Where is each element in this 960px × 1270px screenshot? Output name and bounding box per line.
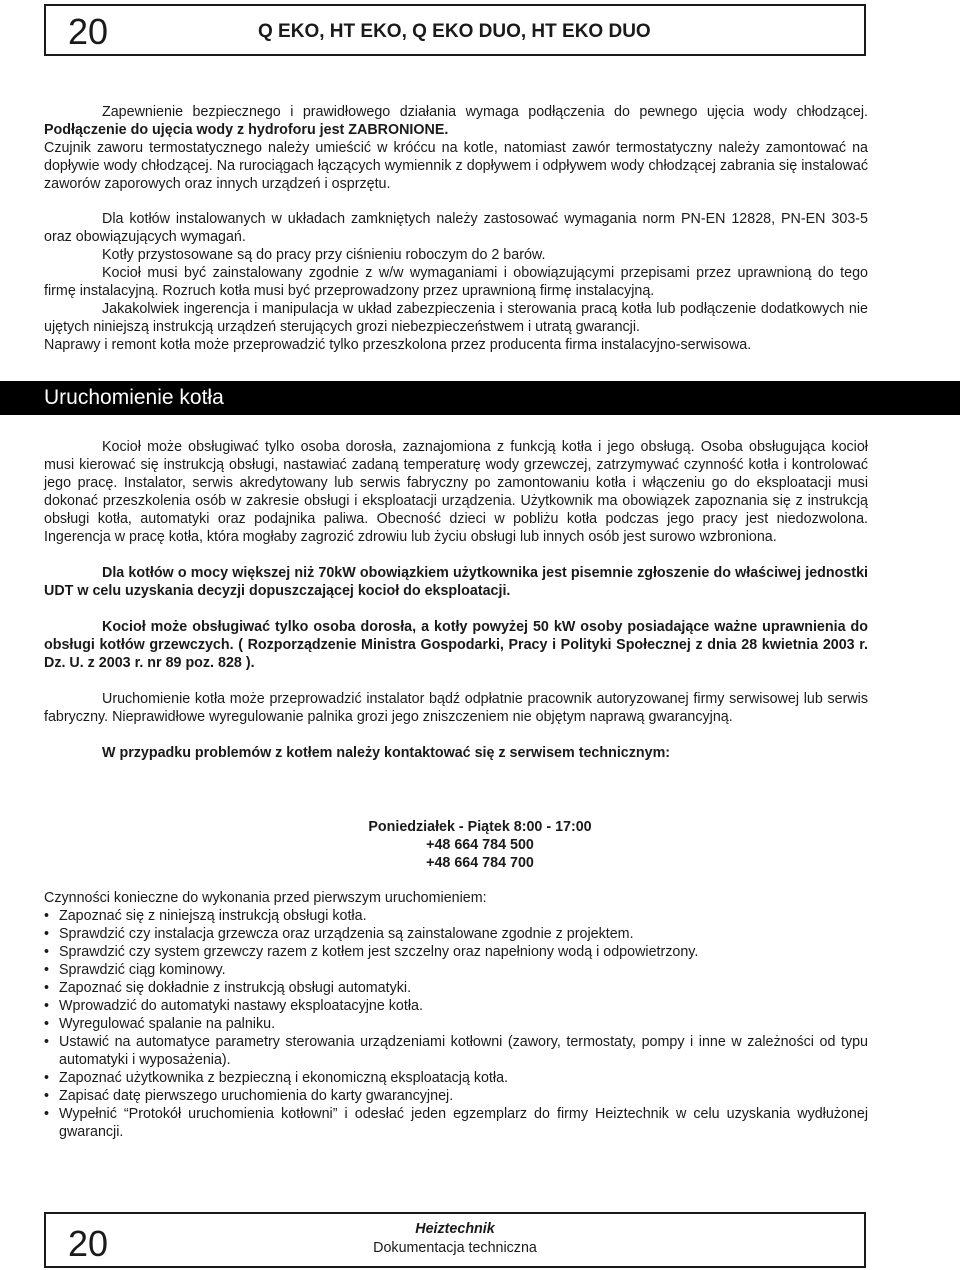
service-phone-2: +48 664 784 700 [426, 855, 534, 871]
checklist-item: • Wypełnić “Protokół uruchomienia kotłowni” i odesłać jeden egzemplarz do firmy Heiztechnik w celu uzyskania wydłużonej gwarancji. [44, 1105, 868, 1141]
qualification-notice: Kocioł może obsługiwać tylko osoba dorosła, a kotły powyżej 50 kW osoby posiadające ważne uprawnienia do obsługi kotłów grzewczych. ( Rozporządzenie Ministra Gospodarki, Pracy i Polityki Społecznej z dnia 28 kwietnia 2003 r. Dz. U. z 2003 r. nr 89 poz. 828 ). [44, 619, 868, 671]
checklist-item: • Zapoznać się z niniejszą instrukcją obsługi kotła. [44, 907, 868, 925]
startup-section [44, 438, 868, 762]
checklist-item: • Sprawdzić czy instalacja grzewcza oraz urządzenia są zainstalowane zgodnie z projektem. [44, 925, 868, 943]
checklist-item: • Zapoznać się dokładnie z instrukcją obsługi automatyki. [44, 979, 868, 997]
checklist-item: • Zapoznać użytkownika z bezpieczną i ekonomiczną eksploatacją kotła. [44, 1069, 868, 1087]
checklist [44, 907, 868, 1141]
service-contact [0, 818, 960, 872]
service-phone-1: +48 664 784 500 [426, 837, 534, 853]
intro-paragraph-5: Kocioł musi być zainstalowany zgodnie z w/w wymaganiami i obowiązującymi przepisami przez uprawnioną do tego firmę instalacyjną. Rozruch kotła musi być przeprowadzony przez uprawnioną firmę instalacyjną. [44, 265, 868, 299]
checklist-item: • Ustawić na automatyce parametry sterowania urządzeniami kotłowni (zawory, termostaty, pompy i inne w zależności od typu automatyki i wyposażenia). [44, 1033, 868, 1069]
section-heading-bar [0, 381, 960, 415]
page-number: 20 [68, 11, 109, 52]
checklist-item: • Sprawdzić czy system grzewczy razem z kotłem jest szczelny oraz napełniony wodą i odpowietrzony. [44, 943, 868, 961]
checklist-item: • Wyregulować spalanie na palniku. [44, 1015, 868, 1033]
service-hours: Poniedziałek - Piątek 8:00 - 17:00 [368, 819, 592, 835]
intro-paragraph-7: Naprawy i remont kotła może przeprowadzić tylko przeszkolona przez producenta firma instalacyjno-serwisowa. [44, 337, 752, 353]
intro-paragraph-4: Kotły przystosowane są do pracy przy ciśnieniu roboczym do 2 barów. [102, 247, 546, 263]
section-title: Uruchomienie kotła [44, 386, 224, 409]
footer-document-type: Dokumentacja techniczna [373, 1240, 537, 1256]
intro-paragraph-1: Zapewnienie bezpiecznego i prawidłowego działania wymaga podłączenia do pewnego ujęcia wody chłodzącej. Podłączenie do ujęcia wody z hydroforu jest ZABRONIONE. [44, 104, 868, 138]
footer-company: Heiztechnik [415, 1221, 495, 1237]
checklist-item: • Zapisać datę pierwszego uruchomienia do karty gwarancyjnej. [44, 1087, 868, 1105]
checklist-section [44, 889, 868, 1141]
intro-paragraph-3: Dla kotłów instalowanych w układach zamkniętych należy zastosować wymagania norm PN-EN 12828, PN-EN 303-5 oraz obowiązujących wymagań. [44, 211, 868, 245]
operator-paragraph: Kocioł może obsługiwać tylko osoba dorosła, zaznajomiona z funkcją kotła i jego obsługą. Osoba obsługująca kocioł musi kierować się instrukcją obsługi, nastawiać zadaną temperaturę wody grzewczej, zatrzymywać czynność kotła i kontrolować jego pracę. Instalator, serwis akredytowany lub serwis fabryczny po zamontowaniu kotła i włączeniu go do eksploatacji musi dokonać przeszkolenia osób w zakresie obsługi i eksploatacji urządzenia. Użytkownik ma obowiązek zapoznania się z instrukcją obsługi kotła, automatyki oraz podajnika paliwa. Obecność dzieci w pobliżu kotła podczas jego pracy jest niedozwolona. Ingerencja w pracę kotła, która mogłaby zagrozić zdrowiu lub życiu obsługi lub innych osób jest surowo wzbroniona. [44, 439, 868, 545]
udt-notice: Dla kotłów o mocy większej niż 70kW obowiązkiem użytkownika jest pisemnie zgłoszenie do właściwej jednostki UDT w celu uzyskania decyzji dopuszczającej kocioł do eksploatacji. [44, 565, 868, 599]
page-header [44, 4, 866, 56]
intro-section [44, 103, 868, 354]
service-contact-heading: W przypadku problemów z kotłem należy kontaktować się z serwisem technicznym: [102, 745, 671, 761]
footer-page-number: 20 [68, 1223, 109, 1264]
checklist-item: • Wprowadzić do automatyki nastawy eksploatacyjne kotła. [44, 997, 868, 1015]
checklist-heading: Czynności konieczne do wykonania przed pierwszym uruchomieniem: [44, 890, 487, 906]
intro-paragraph-6: Jakakolwiek ingerencja i manipulacja w układ zabezpieczenia i sterowania pracą kotła lub podłączenie dodatkowych nie ujętych niniejszą instrukcją urządzeń sterujących grozi niebezpieczeństwem i utratą gwarancji. [44, 301, 868, 335]
intro-paragraph-2: Czujnik zaworu termostatycznego należy umieścić w króćcu na kotle, natomiast zawór termostatyczny należy zamontować na dopływie wody chłodzącej. Na rurociągach łączących wymiennik z dopływem i odpływem wody chłodzącej zabrania się instalować zaworów zaporowych oraz innych urządzeń i osprzętu. [44, 140, 868, 192]
startup-paragraph: Uruchomienie kotła może przeprowadzić instalator bądź odpłatnie pracownik autoryzowanej firmy serwisowej lub serwis fabryczny. Nieprawidłowe wyregulowanie palnika grozi jego zniszczeniem nie objętym naprawą gwarancyjną. [44, 691, 868, 725]
page-footer [44, 1212, 866, 1268]
intro-warning: Podłączenie do ujęcia wody z hydroforu jest ZABRONIONE. [44, 122, 449, 138]
checklist-item: • Sprawdzić ciąg kominowy. [44, 961, 868, 979]
product-title: Q EKO, HT EKO, Q EKO DUO, HT EKO DUO [258, 21, 651, 42]
